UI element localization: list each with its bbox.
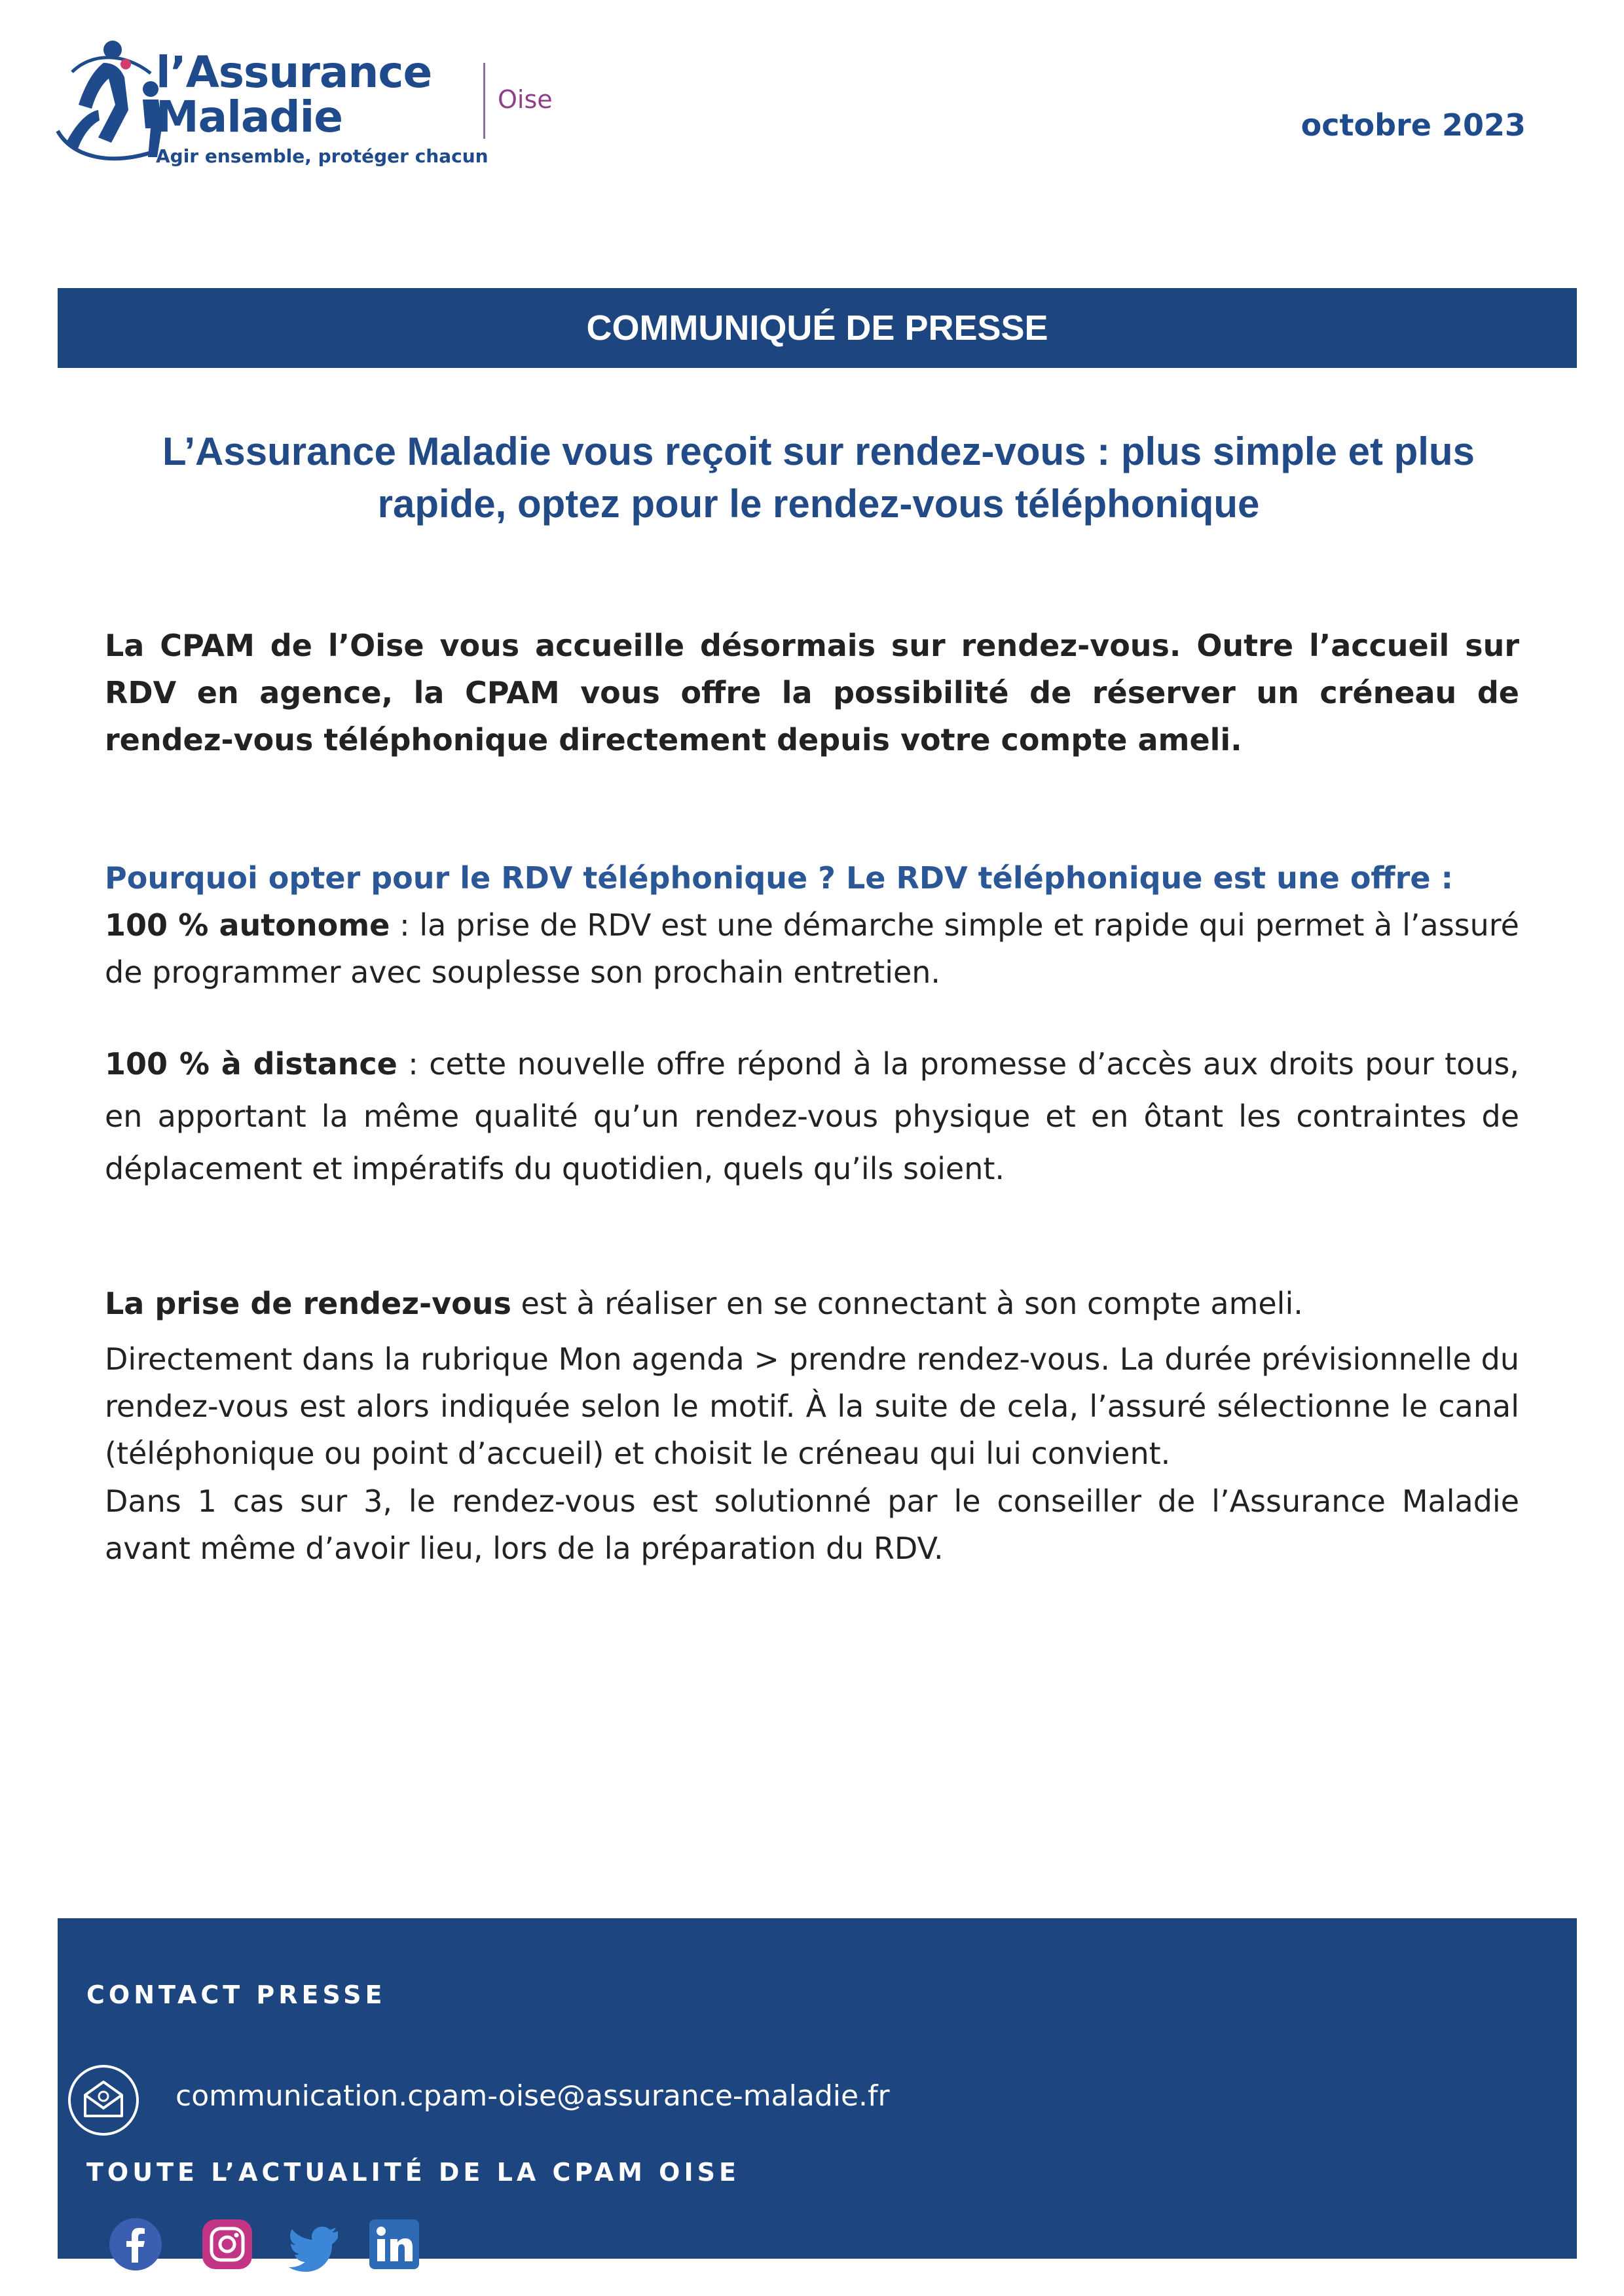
distance-paragraph [105,1038,1519,1195]
contact-label: CONTACT PRESSE [86,1980,386,2009]
intro-paragraph: La CPAM de l’Oise vous accueille désormais sur rendez-vous. Outre l’accueil sur RDV en agence, la CPAM vous offre la possibilité de réserver un créneau de rendez-vous téléphonique directement depuis votre compte ameli. [105,628,1519,757]
news-label: TOUTE L’ACTUALITÉ DE LA CPAM OISE [86,2158,740,2187]
distance-text: : cette nouvelle offre répond à la promesse d’accès aux droits pour tous, en apportant la même qualité qu’un rendez-vous physique et en ôtant les contraintes de déplacement et impératifs du quotidien, quels qu’ils soient. [105,1046,1519,1186]
mail-icon [65,2062,141,2138]
prise-paragraph [105,1280,1519,1327]
logo-divider [483,63,485,139]
logo-tagline: Agir ensemble, protéger chacun [156,145,489,167]
cas-paragraph: Dans 1 cas sur 3, le rendez-vous est solutionné par le conseiller de l’Assurance Maladie avant même d’avoir lieu, lors de la préparation du RDV. [105,1484,1519,1566]
autonome-label: 100 % autonome [105,907,390,943]
autonome-paragraph [105,902,1519,996]
autonome-text: : la prise de RDV est une démarche simple et rapide qui permet à l’assuré de programmer avec souplesse son prochain entretien. [105,907,1519,990]
twitter-icon[interactable] [288,2217,343,2272]
direct-paragraph: Directement dans la rubrique Mon agenda > prendre rendez-vous. La durée prévisionnelle du rendez-vous est alors indiquée selon le motif. À la suite de cela, l’assuré sélectionne le canal (téléphonique ou point d’accueil) et choisit le créneau qui lui convient. [105,1341,1519,1471]
logo-wordmark-line1: l’Assurance [156,47,432,98]
region-label: Oise [498,85,553,114]
banner-label: COMMUNIQUÉ DE PRESSE [586,308,1048,348]
linkedin-icon[interactable] [367,2217,422,2272]
press-release-banner [58,288,1577,368]
logo-wordmark-line2: Maladie [156,92,343,142]
instagram-icon[interactable] [200,2217,255,2272]
facebook-icon[interactable] [108,2217,163,2272]
page-title: L’Assurance Maladie vous reçoit sur rendez-vous : plus simple et plus rapide, optez pour le rendez-vous téléphonique [162,429,1475,526]
distance-label: 100 % à distance [105,1046,397,1082]
prise-text: est à réaliser en se connectant à son compte ameli. [511,1286,1303,1321]
prise-label: La prise de rendez-vous [105,1286,511,1321]
publication-date: octobre 2023 [1301,107,1526,143]
press-email-link[interactable]: communication.cpam-oise@assurance-maladie.fr [175,2079,890,2113]
section-heading: Pourquoi opter pour le RDV téléphonique ? Le RDV téléphonique est une offre : [105,860,1453,896]
